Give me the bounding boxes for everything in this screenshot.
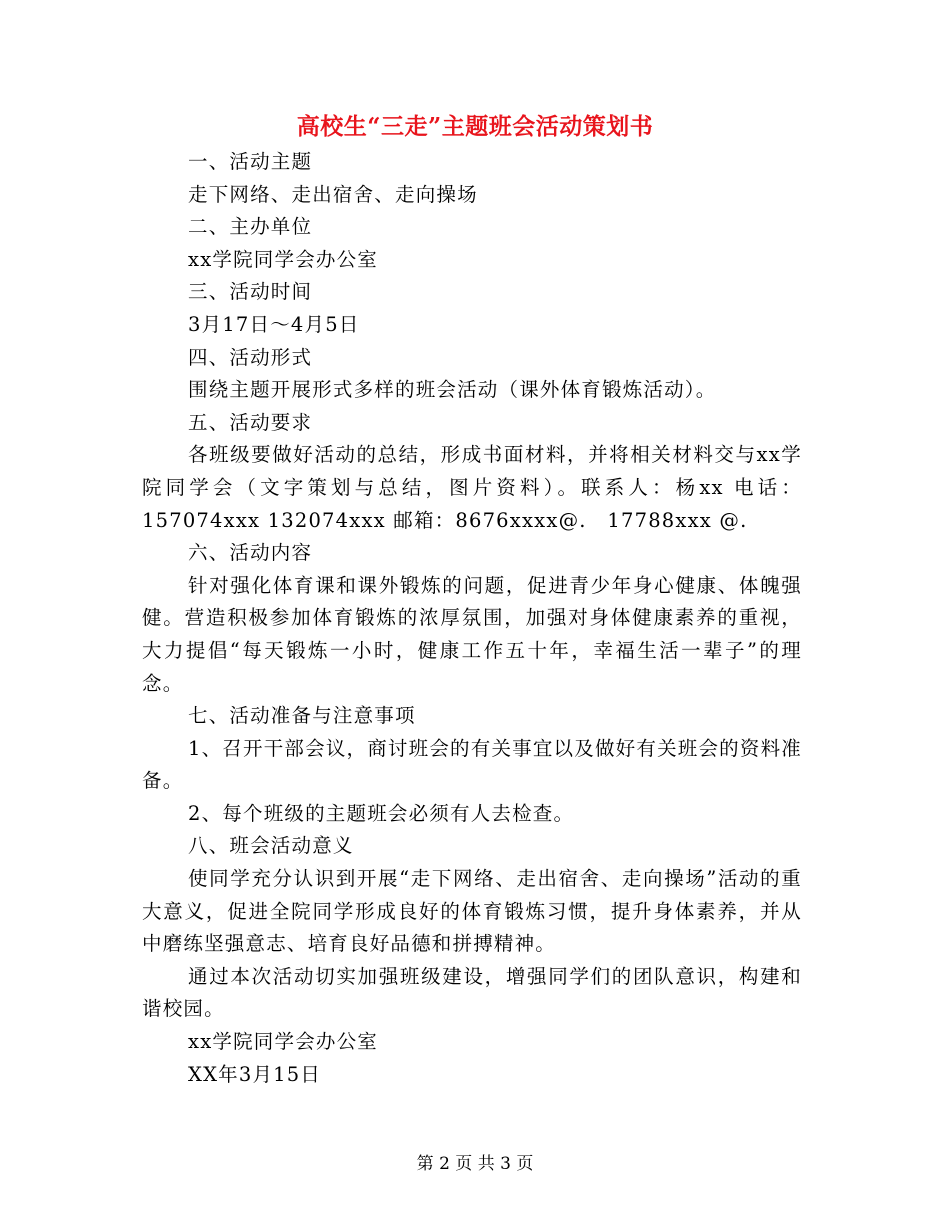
signature-organization: xx学院同学会办公室 [188, 1030, 378, 1054]
heading-significance: 八、班会活动意义 [188, 834, 354, 858]
paragraph-preparation-2: 2、每个班级的主题班会必须有人去检查。 [188, 801, 575, 825]
heading-activity-theme: 一、活动主题 [188, 150, 313, 173]
heading-organizer: 二、主办单位 [188, 215, 313, 239]
heading-activity-content: 六、活动内容 [188, 541, 313, 565]
paragraph-significance-2: 通过本次活动切实加强班级建设，增强同学们的团队意识，构建和谐校园。 [142, 964, 802, 1021]
heading-activity-form: 四、活动形式 [188, 345, 313, 369]
paragraph-activity-content: 针对强化体育课和课外锻炼的问题，促进青少年身心健康、体魄强健。营造积极参加体育锻炼的浓厚氛围，加强对身体健康素养的重视，大力提倡“每天锻炼一小时，健康工作五十年，幸福生活一辈子”的理念。 [142, 573, 802, 695]
heading-activity-time: 三、活动时间 [188, 280, 313, 304]
document-title: 高校生“三走”主题班会活动策划书 [296, 113, 654, 140]
paragraph-activity-form: 围绕主题开展形式多样的班会活动（课外体育锻炼活动）。 [188, 378, 717, 402]
paragraph-activity-time: 3月17日～4月5日 [188, 312, 360, 336]
page-number-footer: 第 2 页 共 3 页 [416, 1154, 534, 1174]
heading-preparation: 七、活动准备与注意事项 [188, 704, 416, 728]
document-body [142, 146, 802, 1091]
signature-date: XX年3月15日 [188, 1062, 322, 1086]
paragraph-activity-requirements: 各班级要做好活动的总结，形成书面材料，并将相关材料交与xx学院同学会（文字策划与总结，图片资料）。联系人：杨xx 电话：157074xxx 132074xxx 邮箱：8676xxxx@. 17788xxx @. [142, 443, 802, 532]
paragraph-significance-1: 使同学充分认识到开展“走下网络、走出宿舍、走向操场”活动的重大意义，促进全院同学形成良好的体育锻炼习惯，提升身体素养，并从中磨练坚强意志、培育良好品德和拼搏精神。 [142, 867, 802, 956]
heading-activity-requirements: 五、活动要求 [188, 410, 313, 434]
paragraph-activity-theme: 走下网络、走出宿舍、走向操场 [188, 182, 478, 206]
paragraph-preparation-1: 1、召开干部会议，商讨班会的有关事宜以及做好有关班会的资料准备。 [142, 736, 802, 793]
paragraph-organizer: xx学院同学会办公室 [188, 247, 378, 271]
